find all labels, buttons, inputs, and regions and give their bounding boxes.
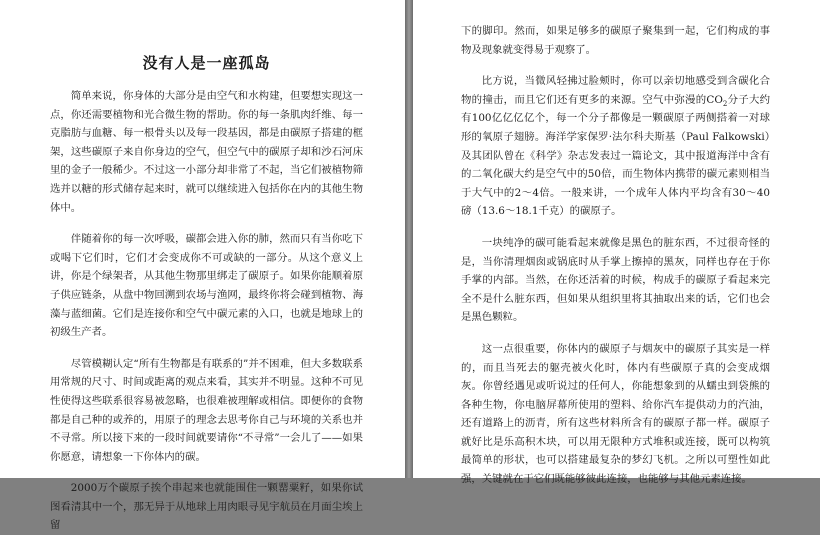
chapter-title: 没有人是一座孤岛 <box>142 54 271 72</box>
left-page <box>0 0 405 532</box>
page-gutter <box>405 0 413 478</box>
right-page <box>413 0 820 486</box>
co2-subscript: 2 <box>722 99 728 108</box>
paragraph: 一块纯净的碳可能看起来就像是黑色的脏东西，不过很奇怪的是，当你清理烟囱或锅底时从手掌上擦掉的黑灰，同样也存在于你手掌的内部。当然，在你还活着的时候，构成手的碳原子看起来完全不是什么脏东西，但如果从组织里将其抽取出来的话，它们也会是黑色颗粒。 <box>461 236 770 324</box>
paragraph: 2000万个碳原子挨个串起来也就能围住一颗罂粟籽，如果你试图看清其中一个，那无异于从地球上用肉眼寻见宇航员在月面尘埃上留 <box>50 482 363 532</box>
co2-text-after: 分子大约有100亿亿亿亿个，每一个分子都像是一颗碳原子两侧搭着一对球形的氧原子翅膀。海洋学家保罗·法尔科夫斯基（Paul Falkowski）及其团队曾在《科学》杂志发表过一篇论文，其中报道海洋中含有的二氧化碳大约是空气中的50倍，而生物体内携带的碳元素则相当于大气中的2～4倍。一般来讲，一个成年人体内平均含有30～40磅（13.6～18.1千克）的碳原子。 <box>461 93 771 218</box>
paragraph: 尽管模糊认定“所有生物都是有联系的”并不困难，但大多数联系用常规的尺寸、时间或距离的观点来看，其实并不明显。这种不可见性使得这些联系很容易被忽略，也很难被理解或相信。即便你的食物都是自己种的或养的，用原子的理念去思考你自己与环境的关系也并不寻常。所以接下来的一段时间就要请你“不寻常”一会儿了——如果你愿意，请想象一下你体内的碳。 <box>50 357 363 463</box>
paragraph: 这一点很重要，你体内的碳原子与烟灰中的碳原子其实是一样的，而且当死去的躯壳被火化时，体内有些碳原子真的会变成烟灰。你曾经遇见或听说过的任何人，你能想象到的从蠕虫到袋熊的各种生物，你电脑屏幕所使用的塑料、给你汽车提供动力的汽油，还有道路上的沥青，所有这些材料所含有的碳原子都一样。碳原子就好比是乐高积木块，可以用无限种方式堆积或连接，既可以构筑最简单的形状，也可以搭建最复杂的梦幻飞机。之所以可塑性如此强，关键就在于它们既能够彼此连接，也能够与其他元素连接。 <box>461 342 770 486</box>
paragraph-co2 <box>461 72 770 221</box>
paragraph: 伴随着你的每一次呼吸，碳都会进入你的肺，然而只有当你吃下或喝下它们时，它们才会变成你不可或缺的一部分。从这个意义上讲，你是个绿架者，从其他生物那里绑走了碳原子。如果你能顺着原子供应链条，从盘中物回溯到农场与渔网，最终你将会碰到植物、海藻与蓝细菌。它们是连接你和空气中碳元素的入口，也就是地球上的初级生产者。 <box>50 233 363 339</box>
co2-text-before: 比方说，当微风轻拂过脸颊时，你可以亲切地感受到含碳化合物的撞击，而且它们还有更多的来源。空气中弥漫的CO <box>461 75 770 106</box>
paragraph: 简单来说，你身体的大部分是由空气和水构建，但要想实现这一点，你还需要植物和光合微生物的帮助。你的每一条肌肉纤维、每一克脂肪与血糖、每一根骨头以及每一段基因，都是由碳原子搭建的框架，这些碳原子来自你身边的空气，但空气中的碳原子却和沙石河床里的金子一般稀少。不过这一小部分却非常了不起，当它们被植物筛选并以糖的形式储存起来时，就可以继续进入包括你在内的其他生物体中。 <box>50 90 363 214</box>
paragraph-continuation: 下的脚印。然而，如果足够多的碳原子聚集到一起，它们构成的事物及现象就变得易于观察了。 <box>461 25 770 56</box>
